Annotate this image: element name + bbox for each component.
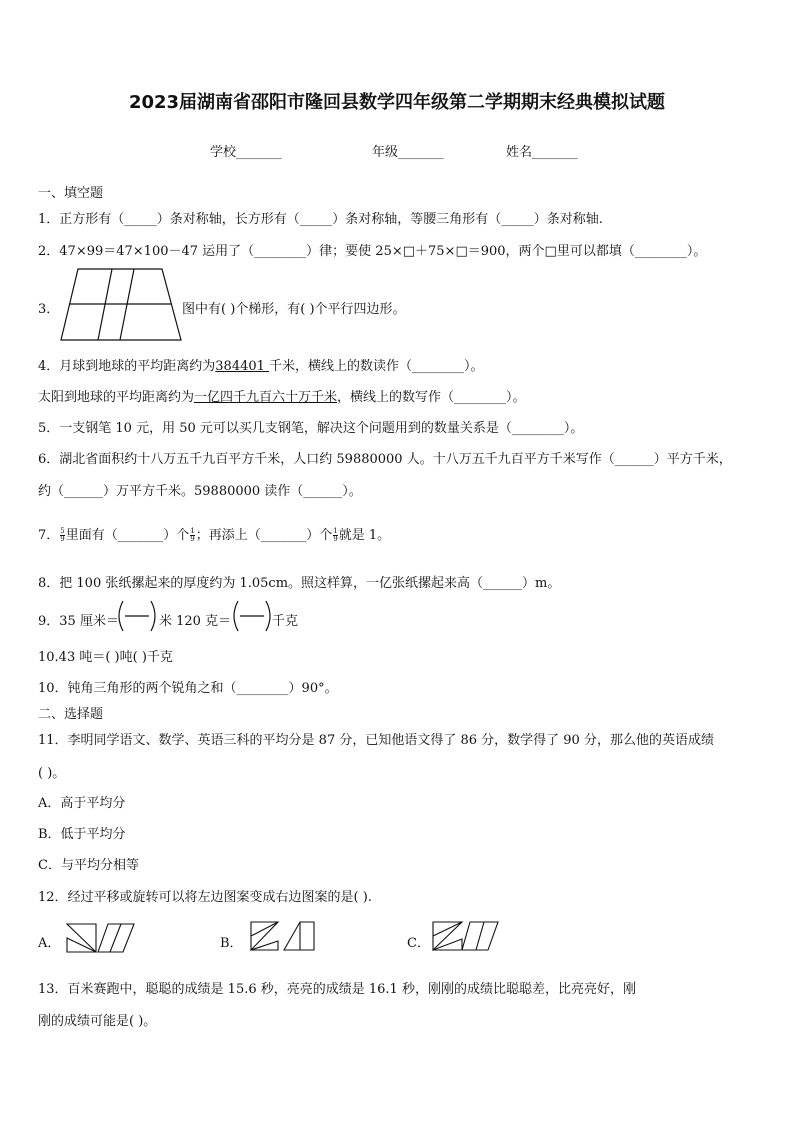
- q4-moon-number: 384401: [215, 359, 270, 374]
- question-9-part-b: 米 120 克＝: [159, 614, 232, 629]
- question-11-line-1: 11．李明同学语文、数学、英语三科的平均分是 87 分，已知他语文得了 86 分，数学得了 90 分，那么他的英语成绩: [38, 733, 714, 748]
- question-7: [38, 524, 390, 543]
- q12-option-a-figure: [66, 923, 136, 953]
- fraction-1-9: [333, 528, 337, 543]
- q7-text-3: 就是 1。: [338, 528, 391, 543]
- q4-sun-words: 一亿四千九百六十万千米: [194, 390, 338, 405]
- grade-field: 年级_______: [372, 145, 444, 160]
- question-3-text: 图中有( )个梯形，有( )个平行四边形。: [182, 302, 406, 317]
- question-6-line-2: 约（______）万平方千米。59880000 读作（______）。: [38, 484, 362, 499]
- section-multiple-choice-heading: 二、选择题: [38, 707, 104, 722]
- q7-number: 7．: [38, 528, 60, 543]
- fraction-1-9: [190, 528, 194, 543]
- fraction-numerator: 1: [333, 527, 338, 535]
- question-2: 2．47×99＝47×100－47 运用了（________）律；要使 25×□＋75×□＝900，两个□里可以都填（________）。: [38, 244, 707, 259]
- q12-option-c-label: C．: [407, 936, 430, 951]
- name-field: 姓名_______: [506, 145, 578, 160]
- page-title: 2023届湖南省邵阳市隆回县数学四年级第二学期期末经典模拟试题: [128, 92, 666, 113]
- question-13-line-1: 13．百米赛跑中，聪聪的成绩是 15.6 秒，亮亮的成绩是 16.1 秒，刚刚的成绩比聪聪差，比亮亮好，刚: [38, 982, 636, 997]
- fraction-numerator: 1: [190, 527, 195, 535]
- blank-fraction-box: [232, 600, 272, 632]
- question-5: 5．一支钢笔 10 元，用 50 元可以买几支钢笔，解决这个问题用到的数量关系是（________）。: [38, 421, 584, 436]
- fraction-denominator: 9: [333, 535, 338, 543]
- question-4-line-1: [38, 355, 484, 374]
- question-6-line-1: 6．湖北省面积约十八万五千九百平方千米，人口约 59880000 人。十八万五千九百平方千米写作（______）平方千米，: [38, 452, 732, 467]
- q4-sun-suffix: ，横线上的数写作（________）。: [337, 390, 526, 405]
- q4-sun-prefix: 太阳到地球的平均距离约为: [38, 390, 195, 405]
- fraction-numerator: 5: [60, 527, 65, 535]
- question-13-line-2: 刚的成绩可能是( )。: [38, 1014, 157, 1029]
- q11-option-b: B．低于平均分: [38, 827, 126, 842]
- question-1: 1．正方形有（_____）条对称轴，长方形有（_____）条对称轴，等腰三角形有（_____）条对称轴.: [38, 212, 603, 227]
- q4-moon-prefix: 4．月球到地球的平均距离约为: [38, 359, 216, 374]
- section-fill-blank-heading: 一、填空题: [38, 186, 104, 201]
- question-9-line-2: 10.43 吨＝( )吨( )千克: [38, 650, 173, 665]
- q11-option-a: A．高于平均分: [38, 796, 126, 811]
- trapezoid-figure: [60, 268, 182, 342]
- question-11-line-2: ( )。: [38, 766, 66, 781]
- question-9-part-c: 千克: [272, 614, 299, 629]
- q4-moon-suffix: 千米，横线上的数读作（________）。: [269, 359, 484, 374]
- fraction-denominator: 9: [190, 535, 195, 543]
- q12-option-b-label: B．: [220, 936, 243, 951]
- question-3-number: 3．: [38, 302, 60, 317]
- q12-option-b-figure: [250, 921, 316, 951]
- blank-fraction-box: [117, 600, 157, 632]
- question-4-line-2: [38, 386, 526, 405]
- question-9-part-a: 9．35 厘米＝: [38, 614, 119, 629]
- q12-option-a-label: A．: [38, 936, 61, 951]
- school-field: 学校_______: [210, 145, 282, 160]
- fraction-denominator: 9: [60, 535, 65, 543]
- question-12: 12．经过平移或旋转可以将左边图案变成右边图案的是( ).: [38, 890, 372, 905]
- q7-text-1: 里面有（_______）个: [65, 528, 190, 543]
- q12-option-c-figure: [432, 921, 502, 951]
- fraction-5-9: [60, 528, 64, 543]
- q7-text-2: ；再添上（_______）个: [195, 528, 333, 543]
- question-10: 10．钝角三角形的两个锐角之和（________）90°。: [38, 681, 338, 696]
- q11-option-c: C．与平均分相等: [38, 858, 139, 873]
- question-8: 8．把 100 张纸摞起来的厚度约为 1.05cm。照这样算，一亿张纸摞起来高（______）m。: [38, 576, 561, 591]
